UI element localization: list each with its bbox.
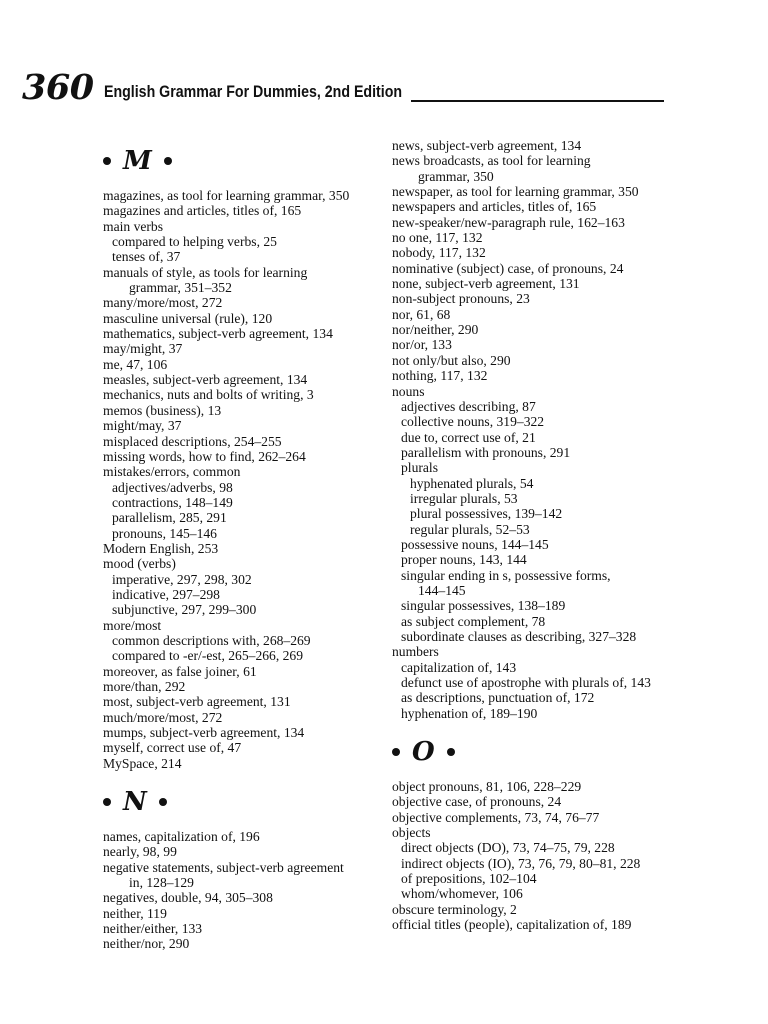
index-entry: may/might, 37	[103, 341, 183, 357]
index-entry: parallelism with pronouns, 291	[401, 444, 571, 460]
section-heading-o	[392, 735, 682, 769]
index-entry: newspaper, as tool for learning grammar, 350	[392, 184, 639, 200]
index-entry: compared to helping verbs, 25	[112, 234, 277, 250]
index-entry: manuals of style, as tools for learning	[103, 264, 308, 280]
index-entry: memos (business), 13	[103, 402, 222, 418]
index-entry: subjunctive, 297, 299–300	[112, 602, 257, 618]
page-number: 360	[22, 67, 94, 108]
index-entry: plural possessives, 139–142	[410, 506, 563, 522]
index-entry: nor/or, 133	[392, 337, 452, 353]
index-entry: mistakes/errors, common	[103, 464, 241, 480]
index-entry: adjectives/adverbs, 98	[112, 479, 233, 495]
section-heading-n	[103, 785, 393, 819]
index-entry: parallelism, 285, 291	[112, 510, 227, 526]
index-entry: irregular plurals, 53	[410, 490, 518, 506]
index-entry: 144–145	[418, 582, 466, 598]
index-entry: Modern English, 253	[103, 540, 219, 556]
index-entry: plurals	[401, 460, 438, 476]
index-entry: objective case, of pronouns, 24	[392, 794, 562, 810]
index-entry: compared to -er/-est, 265–266, 269	[112, 648, 304, 664]
index-entries-o	[392, 779, 682, 932]
index-entry: singular possessives, 138–189	[401, 598, 566, 614]
index-entry: mumps, subject-verb agreement, 134	[103, 725, 305, 741]
index-entry: obscure terminology, 2	[392, 901, 517, 917]
bullet-dot-icon	[164, 157, 172, 165]
index-entries-n-continued	[392, 138, 682, 721]
index-entry: objects	[392, 825, 431, 841]
index-entry: non-subject pronouns, 23	[392, 291, 530, 307]
index-entry: news broadcasts, as tool for learning	[392, 153, 591, 169]
book-title: English Grammar For Dummies, 2nd Edition	[104, 83, 403, 101]
index-entry: missing words, how to find, 262–264	[103, 448, 306, 464]
index-entry: nominative (subject) case, of pronouns, 24	[392, 260, 624, 276]
index-entry: no one, 117, 132	[392, 230, 483, 246]
index-entry: nearly, 98, 99	[103, 844, 177, 860]
index-entry: MySpace, 214	[103, 755, 182, 771]
index-entry: neither/nor, 290	[103, 936, 190, 952]
index-entry: object pronouns, 81, 106, 228–229	[392, 779, 582, 795]
section-letter: O	[412, 737, 435, 768]
index-entry: many/more/most, 272	[103, 295, 223, 311]
index-entry: numbers	[392, 644, 439, 660]
index-entry: direct objects (DO), 73, 74–75, 79, 228	[401, 840, 615, 856]
index-entry: masculine universal (rule), 120	[103, 310, 273, 326]
index-entry: none, subject-verb agreement, 131	[392, 276, 580, 292]
index-entry: indicative, 297–298	[112, 586, 220, 602]
index-entry: new-speaker/new-paragraph rule, 162–163	[392, 214, 625, 230]
bullet-dot-icon	[103, 798, 111, 806]
index-entry: contractions, 148–149	[112, 494, 233, 510]
index-entry: neither/either, 133	[103, 921, 203, 937]
bullet-dot-icon	[159, 798, 167, 806]
section-heading-m	[103, 144, 393, 178]
section-letter: N	[123, 787, 147, 818]
index-entry: as descriptions, punctuation of, 172	[401, 690, 595, 706]
index-entry: negatives, double, 94, 305–308	[103, 890, 273, 906]
header-rule	[411, 100, 664, 102]
bullet-dot-icon	[392, 748, 400, 756]
index-entry: me, 47, 106	[103, 356, 168, 372]
index-entry: nor/neither, 290	[392, 322, 479, 338]
index-entry: due to, correct use of, 21	[401, 429, 536, 445]
index-entry: most, subject-verb agreement, 131	[103, 694, 291, 710]
bullet-dot-icon	[447, 748, 455, 756]
index-entry: possessive nouns, 144–145	[401, 536, 549, 552]
index-entry: negative statements, subject-verb agreement	[103, 859, 344, 875]
bullet-dot-icon	[103, 157, 111, 165]
index-entry: of prepositions, 102–104	[401, 871, 537, 887]
index-entry: singular ending in s, possessive forms,	[401, 567, 611, 583]
index-entry: in, 128–129	[129, 875, 194, 891]
index-entry: much/more/most, 272	[103, 709, 223, 725]
index-entry: nobody, 117, 132	[392, 245, 486, 261]
index-entry: neither, 119	[103, 905, 167, 921]
index-entry: grammar, 351–352	[129, 280, 232, 296]
index-entry: imperative, 297, 298, 302	[112, 571, 252, 587]
index-entry: mechanics, nuts and bolts of writing, 3	[103, 387, 314, 403]
index-entry: official titles (people), capitalization of, 189	[392, 917, 632, 933]
index-entry: capitalization of, 143	[401, 659, 517, 675]
index-entry: might/may, 37	[103, 418, 182, 434]
right-column	[392, 138, 682, 933]
index-entry: measles, subject-verb agreement, 134	[103, 372, 308, 388]
index-entry: subordinate clauses as describing, 327–328	[401, 629, 637, 644]
section-letter: M	[123, 146, 152, 176]
index-entry: hyphenated plurals, 54	[410, 475, 534, 491]
index-entry: regular plurals, 52–53	[410, 521, 530, 537]
index-entry: whom/whomever, 106	[401, 886, 523, 902]
index-entry: magazines, as tool for learning grammar, 350	[103, 188, 350, 203]
index-entry: moreover, as false joiner, 61	[103, 663, 257, 679]
index-entry: more/most	[103, 617, 162, 633]
index-entry: adjectives describing, 87	[401, 398, 536, 414]
index-entry: proper nouns, 143, 144	[401, 552, 527, 568]
index-entry: grammar, 350	[418, 168, 494, 184]
index-entry: as subject complement, 78	[401, 613, 546, 629]
index-entry: news, subject-verb agreement, 134	[392, 138, 582, 153]
index-entry: myself, correct use of, 47	[103, 740, 242, 756]
index-entry: defunct use of apostrophe with plurals of, 143	[401, 675, 651, 691]
index-entry: more/than, 292	[103, 679, 186, 694]
index-entries-n	[103, 829, 393, 952]
index-entry: objective complements, 73, 74, 76–77	[392, 809, 600, 825]
index-entry: main verbs	[103, 218, 164, 234]
index-entry: mood (verbs)	[103, 556, 176, 572]
index-entry: pronouns, 145–146	[112, 525, 217, 541]
index-entry: names, capitalization of, 196	[103, 829, 260, 845]
index-entry: not only/but also, 290	[392, 352, 511, 368]
index-entry: hyphenation of, 189–190	[401, 705, 538, 721]
index-entry: misplaced descriptions, 254–255	[103, 433, 282, 449]
index-entry: collective nouns, 319–322	[401, 414, 545, 430]
index-entry: mathematics, subject-verb agreement, 134	[103, 326, 333, 342]
index-entry: magazines and articles, titles of, 165	[103, 203, 302, 219]
index-entry: indirect objects (IO), 73, 76, 79, 80–81, 228	[401, 855, 641, 871]
index-entry: nor, 61, 68	[392, 306, 451, 322]
index-entries-m	[103, 188, 393, 771]
index-entry: tenses of, 37	[112, 249, 181, 265]
index-entry: nothing, 117, 132	[392, 368, 488, 384]
index-entry: common descriptions with, 268–269	[112, 632, 311, 648]
left-column	[103, 138, 393, 952]
index-entry: newspapers and articles, titles of, 165	[392, 199, 597, 215]
index-entry: nouns	[392, 383, 425, 399]
